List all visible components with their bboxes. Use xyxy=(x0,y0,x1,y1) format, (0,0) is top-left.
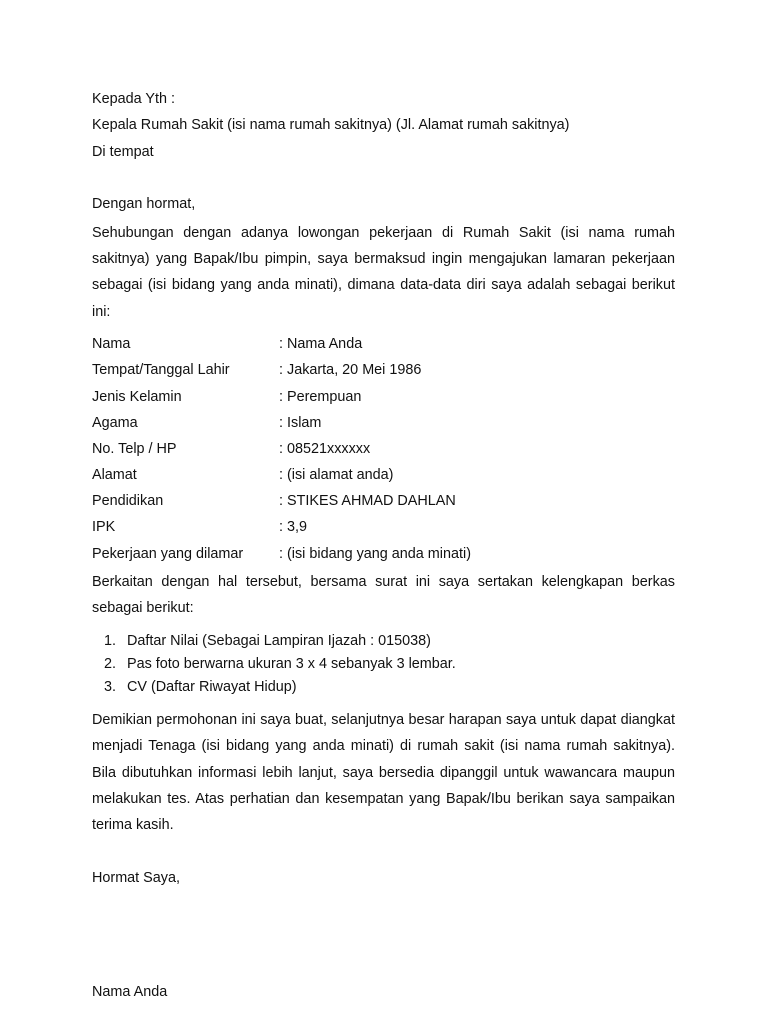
field-row-nama xyxy=(92,331,675,357)
field-row-education xyxy=(92,488,675,514)
list-text: Daftar Nilai (Sebagai Lampiran Ijazah : 015038) xyxy=(127,633,431,650)
list-text: Pas foto berwarna ukuran 3 x 4 sebanyak 3 lembar. xyxy=(127,656,456,673)
field-row-birth xyxy=(92,357,675,383)
field-label: Jenis Kelamin xyxy=(92,388,182,405)
closing-paragraph: Demikian permohonan ini saya buat, selanjutnya besar harapan saya untuk dapat diangkat menjadi Tenaga (isi bidang yang anda minati) di rumah sakit (isi nama rumah sakitnya). Bila dibutuhkan informasi lebih lanjut, saya bersedia dipanggil untuk wawancara maupun melakukan tes. Atas perhatian dan kesempatan yang Bapak/Ibu berikan saya sampaikan terima kasih. xyxy=(92,711,675,834)
personal-data-list xyxy=(92,331,675,567)
field-row-phone xyxy=(92,436,675,462)
list-number: 3. xyxy=(104,679,117,696)
list-item xyxy=(92,676,675,699)
signature-name: Nama Anda xyxy=(92,984,168,1001)
recipient-line-2: Kepala Rumah Sakit (isi nama rumah sakitnya) (Jl. Alamat rumah sakitnya) xyxy=(92,117,570,134)
field-row-gender xyxy=(92,384,675,410)
signature-space xyxy=(92,891,675,979)
field-label: Agama xyxy=(92,414,138,431)
field-value: : STIKES AHMAD DAHLAN xyxy=(279,493,456,510)
field-row-gpa xyxy=(92,515,675,541)
field-value: : Islam xyxy=(279,414,322,431)
field-label: Pendidikan xyxy=(92,493,164,510)
sign-off: Hormat Saya, xyxy=(92,869,180,886)
list-text: CV (Daftar Riwayat Hidup) xyxy=(127,679,297,696)
field-row-religion xyxy=(92,410,675,436)
recipient-line-1: Kepada Yth : xyxy=(92,91,175,107)
field-value: : Nama Anda xyxy=(279,336,363,353)
recipient-line-3: Di tempat xyxy=(92,143,154,160)
field-label: Tempat/Tanggal Lahir xyxy=(92,362,230,379)
field-row-position xyxy=(92,541,675,567)
field-value: : Perempuan xyxy=(279,388,362,405)
list-item xyxy=(92,630,675,653)
field-row-address xyxy=(92,462,675,488)
field-value: : (isi alamat anda) xyxy=(279,467,394,484)
field-label: IPK xyxy=(92,519,116,536)
list-item xyxy=(92,653,675,676)
field-value: : Jakarta, 20 Mei 1986 xyxy=(279,362,422,379)
list-number: 2. xyxy=(104,656,117,673)
field-value: : (isi bidang yang anda minati) xyxy=(279,545,471,562)
spacer xyxy=(92,165,675,191)
attachments-intro: Berkaitan dengan hal tersebut, bersama surat ini saya sertakan kelengkapan berkas sebagai berikut: xyxy=(92,573,675,617)
field-value: : 08521xxxxxx xyxy=(279,440,371,457)
field-label: No. Telp / HP xyxy=(92,440,177,457)
list-number: 1. xyxy=(104,633,117,650)
greeting: Dengan hormat, xyxy=(92,196,196,213)
spacer xyxy=(92,839,675,865)
field-label: Pekerjaan yang dilamar xyxy=(92,545,244,562)
field-label: Nama xyxy=(92,336,131,353)
intro-paragraph: Sehubungan dengan adanya lowongan pekerjaan di Rumah Sakit (isi nama rumah sakitnya) yang Bapak/Ibu pimpin, saya bermaksud ingin mengajukan lamaran pekerjaan sebagai (isi bidang yang anda minati), dimana data-data diri saya adalah sebagai berikut ini: xyxy=(92,224,675,320)
field-label: Alamat xyxy=(92,467,137,484)
attachments-list xyxy=(92,630,675,699)
field-value: : 3,9 xyxy=(279,519,308,536)
